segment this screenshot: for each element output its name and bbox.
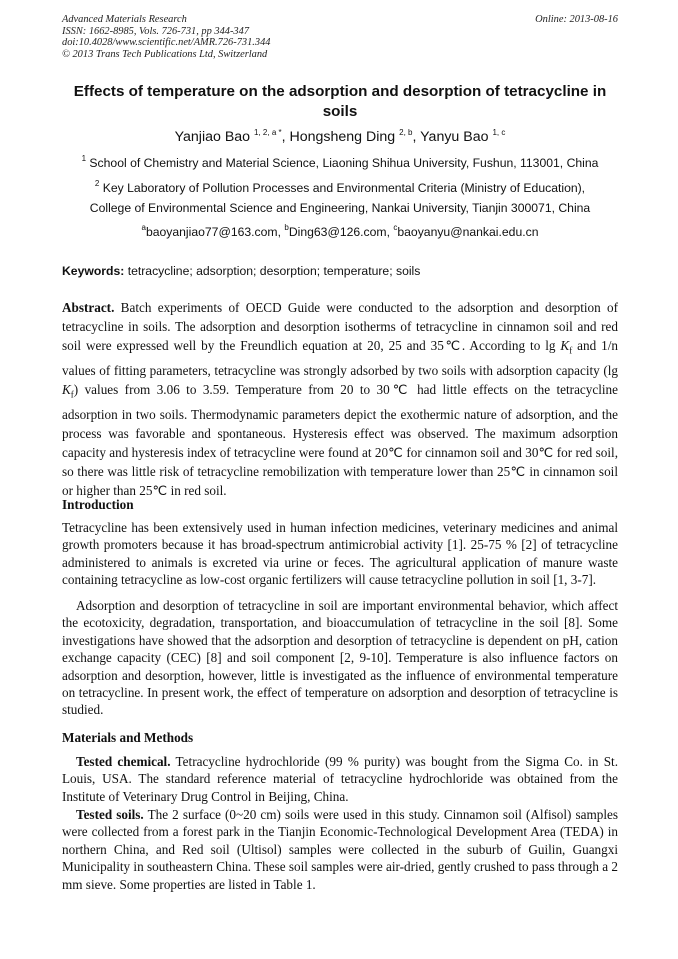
abstract-text-1: Batch experiments of OECD Guide were conducted to the adsorption and desorption of tetracycline in soils. The adsorption and desorption isotherms of tetracycline in cinnamon soil and red soil were expressed well by the Freundlich equation at 20, 25 and 35℃. According to lg: [62, 300, 618, 354]
author-name: Yanjiao Bao: [174, 129, 251, 145]
author-superscript: 2, b: [399, 128, 413, 137]
email-address: baoyanyu@nankai.edu.cn: [397, 225, 539, 239]
tested-soils-text: The 2 surface (0~20 cm) soils were used in this study. Cinnamon soil (Alfisol) samples were collected from a forest park in the Tianjin Economic-Technological Development Area (TEDA) in northern China, and Red soil (Ultisol) samples were collected in the suburb of Guilin, Guangxi Municipality in southeastern China. These soil samples were air-dried, gently crushed to pass through a 2 mm sieve. Some properties are listed in Table 1.: [62, 807, 619, 892]
email-separator: ,: [386, 225, 394, 239]
online-date: Online: 2013-08-16: [535, 14, 618, 25]
kf-subscript: f: [569, 345, 573, 356]
author-separator: ,: [412, 129, 421, 145]
kf-symbol: K: [62, 381, 71, 397]
tested-chemical-label: Tested chemical.: [76, 754, 171, 769]
email-list: [62, 223, 618, 241]
paper-title: Effects of temperature on the adsorption and desorption of tetracycline in soils: [73, 83, 607, 120]
introduction-paragraph-2: Adsorption and desorption of tetracycline in soil are important environmental behavior, which affect the ecotoxicity, degradation, transportation, and bioaccumulation of tetracycline in the soil [8]. Some investigations have showed that the adsorption and desorption of tetracycline is dependent on pH, cation exchange capacity (CEC) [8] and soil component [2, 9-10]. Temperature is also influence factors on adsorption and desorption, however, little is investigated as the influence of environmental temperature on tetracycline. In present work, the effect of temperature on adsorption and desorption of tetracycline is studied.: [62, 598, 618, 718]
abstract-text-3: ) values from 3.06 to 3.59. Temperature from 20 to 30℃ had little effects on the tetracycline adsorption in two soils. Thermodynamic parameters depict the exothermic nature of adsorption, and the process was favorable and spontaneous. Hysteresis effect was observed. The maximum adsorption capacity and hysteresis index of tetracycline were found at 20℃ for cinnamon soil and 30℃ for red soil, so there was little risk of tetracycline remobilization with temperature lower than 25℃ in cinnamon soil or higher than 25℃ in red soil.: [62, 381, 618, 498]
author-superscript: 1, c: [492, 128, 506, 137]
affiliation-1: [62, 154, 618, 174]
abstract-text-2: and 1/n values of fitting parameters, tetracycline was strongly adsorbed by two soils with adsorption capacity (lg: [62, 338, 618, 378]
tested-soils-label: Tested soils.: [76, 807, 144, 822]
author-separator: ,: [281, 129, 290, 145]
email-superscript: c: [393, 223, 398, 232]
tested-chemical-text: Tetracycline hydrochloride (99 % purity) was bought from the Sigma Co. in St. Louis, USA. The standard reference material of tetracycline hydrochloride was obtained from the Institute of Veterinary Drug Control in Beijing, China.: [62, 754, 618, 804]
email-superscript: b: [284, 223, 289, 232]
affiliation-text: Key Laboratory of Pollution Processes and Environmental Criteria (Ministry of Education), College of Environmental Science and Engineering, Nankai University, Tianjin 300071, China: [89, 181, 591, 215]
methods-heading: Materials and Methods: [62, 730, 194, 745]
abstract-label: Abstract.: [62, 300, 115, 315]
keywords-label: Keywords:: [62, 264, 125, 278]
journal-header: [62, 14, 618, 60]
introduction-heading: Introduction: [62, 497, 134, 512]
email-address: baoyanjiao77@163.com: [145, 225, 278, 239]
email-address: Ding63@126.com: [288, 225, 387, 239]
email-separator: ,: [277, 225, 285, 239]
introduction-paragraph-1: Tetracycline has been extensively used in human infection medicines, veterinary medicines and animal growth promoters because it has broad-spectrum antimicrobial activity [1]. 25-75 % [2] of tetracycline administered to animals is excreted via urine or feces. The agricultural application of manure waste containing tetracycline as low-cost organic fertilizers will cause tetracycline pollution in soil [1, 3-7].: [62, 520, 618, 588]
email-superscript: a: [141, 223, 146, 232]
tested-soils-paragraph: [62, 806, 618, 893]
kf-symbol: K: [560, 338, 570, 354]
affiliation-2: [62, 179, 618, 218]
affiliation-number: 2: [94, 179, 100, 188]
affiliation-number: 1: [81, 154, 87, 163]
kf-subscript: f: [70, 389, 74, 400]
abstract: [62, 298, 618, 500]
journal-doi: doi:10.4028/www.scientific.net/AMR.726-731.344: [62, 37, 271, 49]
keywords-text: tetracycline; adsorption; desorption; temperature; soils: [127, 264, 421, 278]
author-name: Hongsheng Ding: [289, 129, 396, 145]
keywords: [62, 262, 618, 280]
author-superscript: 1, 2, a *: [254, 128, 282, 137]
author-list: [62, 128, 618, 146]
journal-name: Advanced Materials Research: [62, 14, 187, 25]
journal-issn: ISSN: 1662-8985, Vols. 726-731, pp 344-347: [62, 25, 250, 37]
author-name: Yanyu Bao: [420, 129, 489, 145]
journal-copyright: © 2013 Trans Tech Publications Ltd, Switzerland: [62, 48, 268, 60]
tested-chemical-paragraph: [62, 753, 618, 805]
affiliation-text: School of Chemistry and Material Science, Liaoning Shihua University, Fushun, 113001, China: [89, 156, 599, 170]
